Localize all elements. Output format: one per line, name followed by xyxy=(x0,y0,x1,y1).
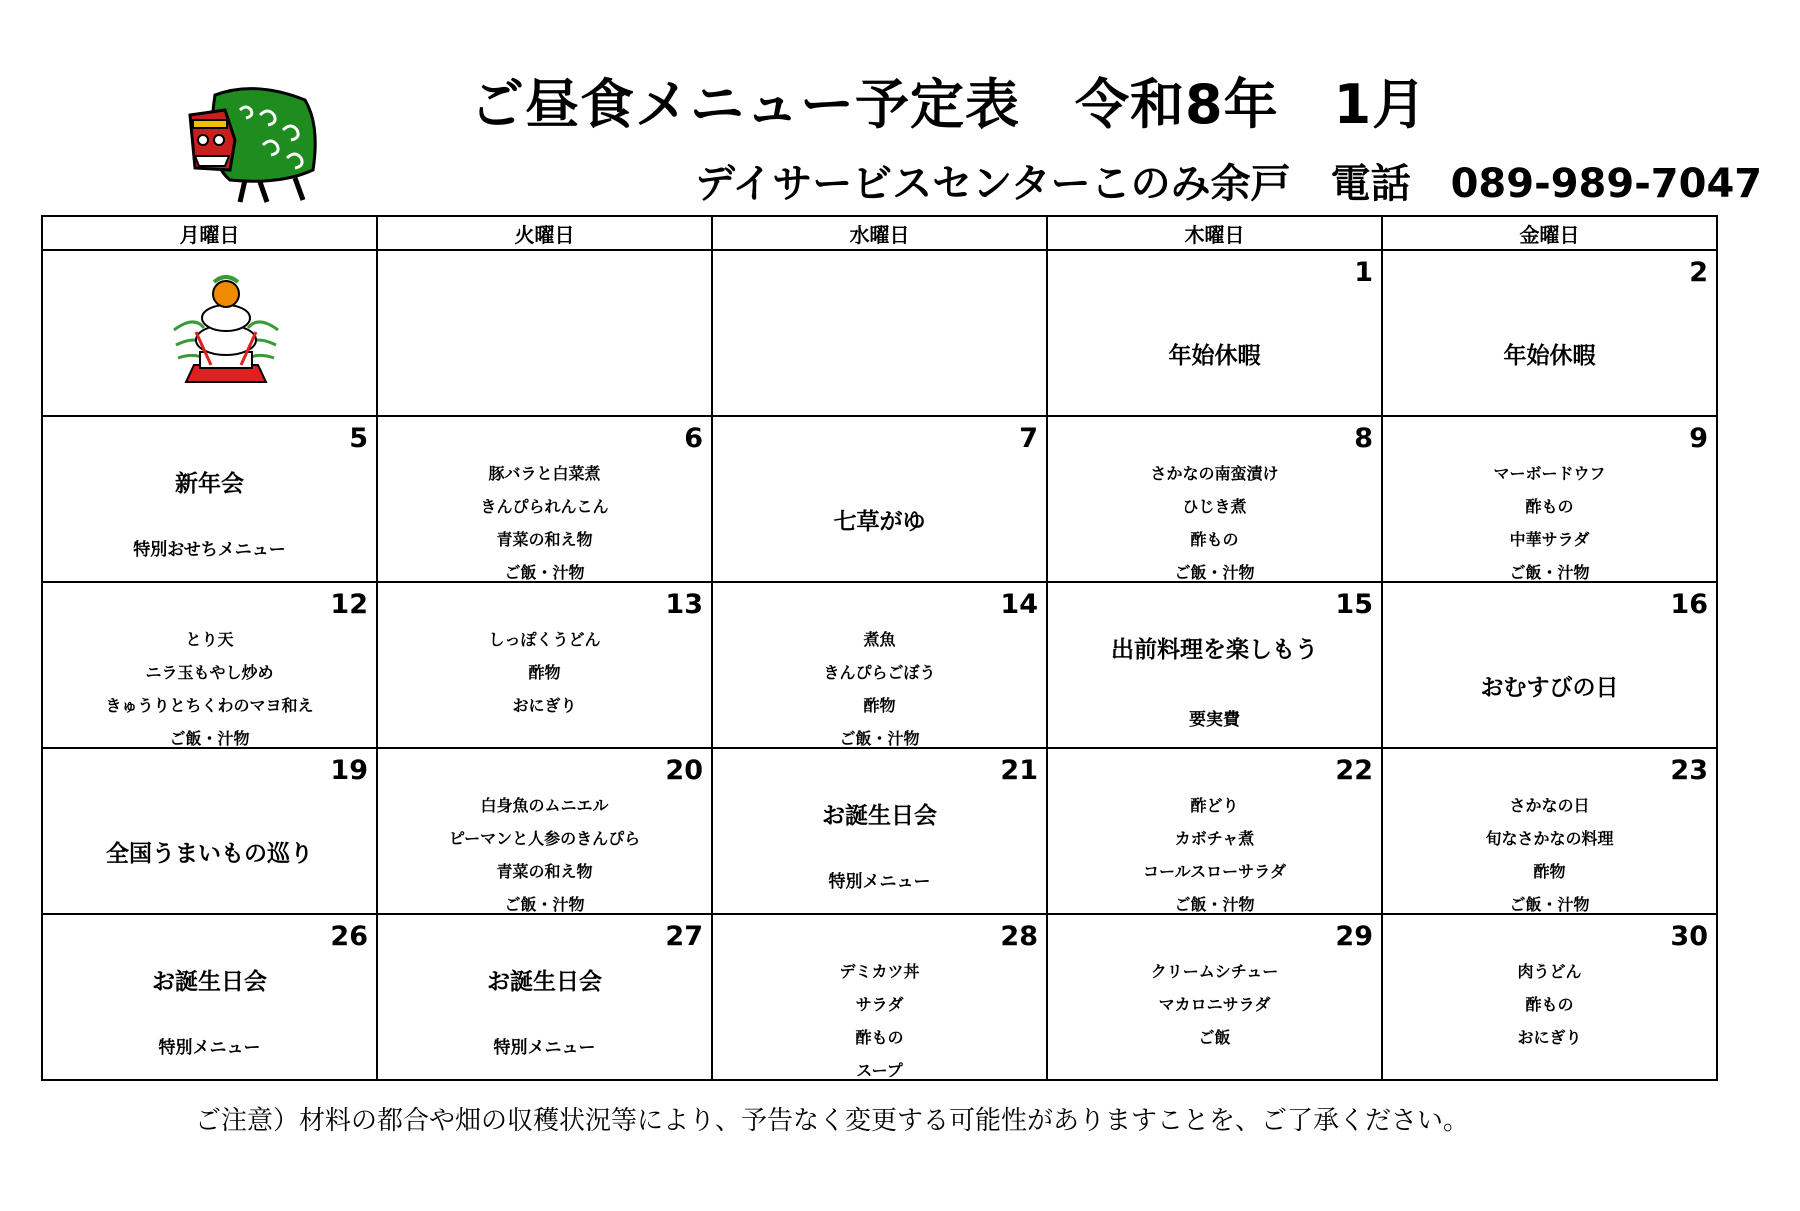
calendar-week-row xyxy=(42,416,1717,582)
menu-item: ご飯・汁物 xyxy=(839,729,920,748)
calendar-day-cell xyxy=(1047,914,1382,1080)
calendar-day-cell xyxy=(377,748,712,914)
calendar-day-cell xyxy=(712,250,1047,416)
calendar-day-cell xyxy=(377,250,712,416)
menu-item: サラダ xyxy=(855,995,904,1014)
menu-item: ご飯・汁物 xyxy=(1174,563,1255,582)
event-title: 七草がゆ xyxy=(833,509,926,535)
calendar-week-row xyxy=(42,748,1717,914)
day-number: 19 xyxy=(330,755,368,786)
calendar-day-cell xyxy=(42,582,377,748)
menu-item: ご飯・汁物 xyxy=(504,563,585,582)
menu-item: ご飯・汁物 xyxy=(1509,895,1590,914)
day-number: 28 xyxy=(1000,921,1038,952)
menu-item: 豚バラと白菜煮 xyxy=(488,464,601,483)
menu-content xyxy=(713,749,1046,913)
menu-items xyxy=(378,457,711,589)
calendar-day-cell xyxy=(1047,416,1382,582)
change-notice: ご注意）材料の都合や畑の収穫状況等により、予告なく変更する可能性がありますことを、ご了承ください。 xyxy=(195,1106,1470,1136)
menu-content xyxy=(713,583,1046,747)
facility-contact: デイサービスセンターこのみ余戸 電話 089-989-7047 xyxy=(695,161,1763,207)
menu-item: ご飯・汁物 xyxy=(1174,895,1255,914)
menu-items xyxy=(1383,789,1716,921)
menu-content xyxy=(1383,583,1716,747)
calendar-day-cell xyxy=(42,748,377,914)
menu-content xyxy=(1383,915,1716,1079)
day-number: 6 xyxy=(684,423,703,454)
menu-content xyxy=(713,417,1046,581)
kagami-mochi-icon xyxy=(166,270,286,385)
shishimai-lion-dance-icon xyxy=(185,80,325,205)
event-note: 特別メニュー xyxy=(828,872,931,892)
day-number: 9 xyxy=(1689,423,1708,454)
day-number: 30 xyxy=(1670,921,1708,952)
menu-content xyxy=(378,251,711,415)
menu-item: おにぎり xyxy=(512,696,577,715)
calendar-day-cell xyxy=(712,748,1047,914)
menu-item: さかなの日 xyxy=(1509,796,1590,815)
menu-content xyxy=(43,749,376,913)
day-number: 27 xyxy=(665,921,703,952)
menu-content xyxy=(378,749,711,913)
calendar-day-cell xyxy=(377,416,712,582)
day-number: 1 xyxy=(1354,257,1373,288)
menu-item: 酢もの xyxy=(1190,530,1239,549)
menu-item: さかなの南蛮漬け xyxy=(1150,464,1279,483)
event-title: 年始休暇 xyxy=(1503,343,1596,369)
menu-content xyxy=(1048,583,1381,747)
menu-items xyxy=(1048,955,1381,1054)
menu-item: 酢物 xyxy=(528,663,561,682)
calendar-day-cell xyxy=(42,914,377,1080)
menu-items xyxy=(713,623,1046,755)
menu-items xyxy=(1383,955,1716,1054)
menu-content xyxy=(378,583,711,747)
event-title: お誕生日会 xyxy=(822,803,937,829)
menu-item: きんぴらごぼう xyxy=(823,663,936,682)
day-number: 8 xyxy=(1354,423,1373,454)
menu-item: ひじき煮 xyxy=(1182,497,1247,516)
event-note: 特別おせちメニュー xyxy=(133,540,286,560)
event-title: お誕生日会 xyxy=(487,969,602,995)
menu-calendar xyxy=(41,215,1718,1081)
calendar-day-cell xyxy=(377,914,712,1080)
calendar-day-cell xyxy=(1382,748,1717,914)
day-number: 26 xyxy=(330,921,368,952)
menu-content xyxy=(713,251,1046,415)
menu-item: 酢もの xyxy=(855,1028,904,1047)
menu-content xyxy=(1383,251,1716,415)
menu-item: 青菜の和え物 xyxy=(496,862,593,881)
menu-item: ご飯 xyxy=(1198,1028,1231,1047)
calendar-day-cell xyxy=(712,914,1047,1080)
day-number: 14 xyxy=(1000,589,1038,620)
menu-item: きゅうりとちくわのマヨ和え xyxy=(105,696,314,715)
weekday-tuesday: 火曜日 xyxy=(377,216,712,250)
weekday-wednesday: 水曜日 xyxy=(712,216,1047,250)
event-note: 特別メニュー xyxy=(158,1038,261,1058)
calendar-day-cell xyxy=(712,416,1047,582)
menu-item: ご飯・汁物 xyxy=(504,895,585,914)
menu-content xyxy=(1048,251,1381,415)
menu-item: ご飯・汁物 xyxy=(169,729,250,748)
day-number: 21 xyxy=(1000,755,1038,786)
calendar-day-cell xyxy=(1382,914,1717,1080)
menu-content xyxy=(1383,417,1716,581)
calendar-week-row xyxy=(42,250,1717,416)
calendar-day-cell xyxy=(377,582,712,748)
menu-items xyxy=(1383,457,1716,589)
weekday-thursday: 木曜日 xyxy=(1047,216,1382,250)
weekday-header-row xyxy=(42,216,1717,250)
menu-content xyxy=(1383,749,1716,913)
calendar-day-cell xyxy=(1047,582,1382,748)
weekday-monday: 月曜日 xyxy=(42,216,377,250)
calendar-day-cell xyxy=(712,582,1047,748)
day-number: 12 xyxy=(330,589,368,620)
menu-content xyxy=(378,915,711,1079)
menu-content xyxy=(1048,417,1381,581)
page-title: ご昼食メニュー予定表 令和8年 1月 xyxy=(470,73,1428,136)
event-title: おむすびの日 xyxy=(1480,675,1619,701)
event-note: 要実費 xyxy=(1189,710,1240,730)
calendar-day-cell xyxy=(42,416,377,582)
menu-item: 酢どり xyxy=(1190,796,1239,815)
menu-content xyxy=(1048,915,1381,1079)
menu-content xyxy=(43,915,376,1079)
day-number: 29 xyxy=(1335,921,1373,952)
menu-content xyxy=(43,417,376,581)
weekday-friday: 金曜日 xyxy=(1382,216,1717,250)
menu-item: カボチャ煮 xyxy=(1174,829,1255,848)
menu-item: きんぴられんこん xyxy=(480,497,609,516)
menu-item: とり天 xyxy=(185,630,234,649)
menu-item: 旬なさかなの料理 xyxy=(1485,829,1614,848)
menu-item: 酢もの xyxy=(1525,995,1574,1014)
event-title: 全国うまいもの巡り xyxy=(106,841,313,867)
day-number: 22 xyxy=(1335,755,1373,786)
day-number: 2 xyxy=(1689,257,1708,288)
menu-items xyxy=(43,623,376,755)
day-number: 16 xyxy=(1670,589,1708,620)
calendar-day-cell xyxy=(1382,250,1717,416)
menu-content xyxy=(1048,749,1381,913)
menu-content xyxy=(713,915,1046,1079)
day-number: 23 xyxy=(1670,755,1708,786)
menu-item: コールスローサラダ xyxy=(1142,862,1287,881)
event-note: 特別メニュー xyxy=(493,1038,596,1058)
menu-item: ご飯・汁物 xyxy=(1509,563,1590,582)
event-title: 年始休暇 xyxy=(1168,343,1261,369)
menu-item: 青菜の和え物 xyxy=(496,530,593,549)
menu-item: マーボードウフ xyxy=(1493,464,1606,483)
menu-items xyxy=(1048,789,1381,921)
menu-items xyxy=(378,623,711,722)
menu-item: 中華サラダ xyxy=(1509,530,1590,549)
day-number: 7 xyxy=(1019,423,1038,454)
calendar-week-row xyxy=(42,914,1717,1080)
calendar-day-cell xyxy=(1047,748,1382,914)
menu-content xyxy=(43,583,376,747)
menu-item: しっぽくうどん xyxy=(488,630,601,649)
menu-item: 酢物 xyxy=(1533,862,1566,881)
day-number: 13 xyxy=(665,589,703,620)
menu-item: 煮魚 xyxy=(863,630,896,649)
menu-items xyxy=(378,789,711,921)
calendar-day-cell xyxy=(1382,582,1717,748)
menu-item: 肉うどん xyxy=(1517,962,1582,981)
event-title: お誕生日会 xyxy=(152,969,267,995)
menu-item: ピーマンと人参のきんぴら xyxy=(448,829,641,848)
menu-item: ニラ玉もやし炒め xyxy=(145,663,274,682)
calendar-week-row xyxy=(42,582,1717,748)
day-number: 5 xyxy=(349,423,368,454)
menu-content xyxy=(378,417,711,581)
menu-items xyxy=(1048,457,1381,589)
menu-item: クリームシチュー xyxy=(1150,962,1279,981)
menu-item: デミカツ丼 xyxy=(839,962,920,981)
menu-items xyxy=(713,955,1046,1087)
day-number: 15 xyxy=(1335,589,1373,620)
menu-item: スープ xyxy=(856,1061,903,1080)
menu-item: 白身魚のムニエル xyxy=(480,796,609,815)
calendar-day-cell xyxy=(1047,250,1382,416)
menu-item: 酢もの xyxy=(1525,497,1574,516)
event-title: 新年会 xyxy=(175,471,244,497)
day-number: 20 xyxy=(665,755,703,786)
calendar-day-cell xyxy=(1382,416,1717,582)
menu-item: マカロニサラダ xyxy=(1158,995,1271,1014)
event-title: 出前料理を楽しもう xyxy=(1111,637,1318,663)
menu-item: おにぎり xyxy=(1517,1028,1582,1047)
menu-item: 酢物 xyxy=(863,696,896,715)
